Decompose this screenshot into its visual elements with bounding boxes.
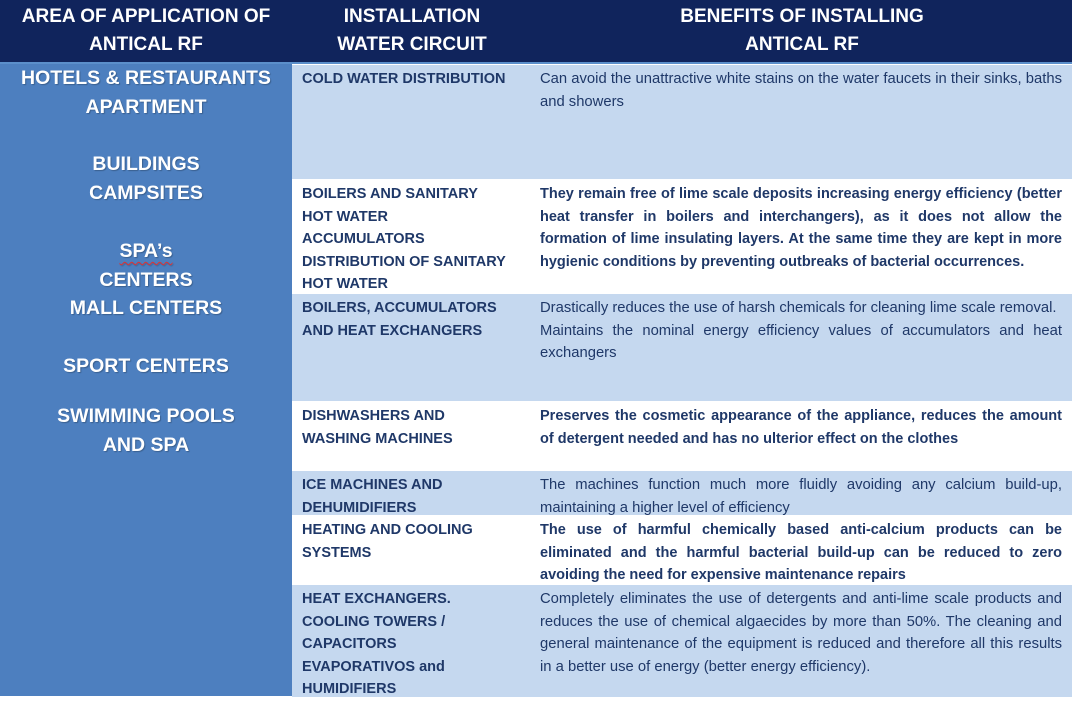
area-sport-centers <box>0 352 292 381</box>
header-area-of-application <box>0 0 292 64</box>
area-buildings: BUILDINGS <box>92 153 200 175</box>
header-benefits-line2: ANTICAL RF <box>745 34 859 55</box>
benefit-cell <box>540 474 1062 519</box>
benefit-text: The machines function much more fluidly avoiding any calcium build-up, maintaining a higher level of efficiency <box>540 477 1062 516</box>
benefit-text: Drastically reduces the use of harsh chemicals for cleaning lime scale removal. <box>540 300 1057 316</box>
circuit-line: HEATING AND COOLING <box>302 522 473 538</box>
area-spa-suffix: CENTERS <box>99 269 193 291</box>
benefit-cell <box>540 297 1062 365</box>
table-row <box>292 515 1072 585</box>
circuit-line: CAPACITORS <box>302 636 397 652</box>
table-row <box>292 64 1072 180</box>
circuit-cell <box>302 183 528 296</box>
benefit-text: Completely eliminates the use of detergents and anti-lime scale products and reduces the use of chemical algaecides by more than 50%. The cleaning and general maintenance of the equipment is reduced and therefore all this results in a better use of energy (better energy efficiency). <box>540 591 1062 675</box>
header-area-line2: ANTICAL RF <box>89 34 203 55</box>
circuit-line: ACCUMULATORS <box>302 231 425 247</box>
header-installation-water-circuit <box>292 0 532 64</box>
table-row <box>292 401 1072 471</box>
area-hotels-line1: HOTELS & RESTAURANTS <box>21 67 271 89</box>
area-pools-line2: AND SPA <box>102 434 190 456</box>
benefit-text: Preserves the cosmetic appearance of the appliance, reduces the amount of detergent needed and has no ulterior effect on the clothes <box>540 408 1062 447</box>
header-circuit-line2: WATER CIRCUIT <box>337 34 487 55</box>
benefit-cell <box>540 519 1062 587</box>
benefit-cell <box>540 405 1062 450</box>
area-mall: MALL CENTERS <box>69 297 223 319</box>
table-row <box>292 470 1072 516</box>
circuit-line: EVAPORATIVOS and <box>302 658 445 675</box>
area-hotels <box>0 64 292 122</box>
circuit-line: COLD WATER DISTRIBUTION <box>302 71 506 87</box>
benefit-cell <box>540 588 1062 678</box>
header-benefits <box>532 0 1072 64</box>
circuit-line: AND HEAT EXCHANGERS <box>302 322 483 339</box>
circuit-cell <box>302 474 528 519</box>
circuit-cell <box>302 588 528 701</box>
circuit-cell <box>302 519 528 564</box>
table-row <box>292 293 1072 402</box>
circuit-line: HEAT EXCHANGERS. <box>302 591 451 607</box>
area-spa-centers <box>0 237 292 295</box>
area-mall-centers <box>0 294 292 323</box>
circuit-line: ICE MACHINES AND <box>302 477 443 493</box>
circuit-line: DISTRIBUTION OF SANITARY <box>302 253 506 270</box>
benefit-text: The use of harmful chemically based anti-calcium products can be eliminated and the harmful bacterial build-up can be reduced to zero avoiding the need for expensive maintenance repairs <box>540 522 1062 583</box>
area-buildings-campsites <box>0 150 292 208</box>
area-campsites: CAMPSITES <box>89 182 203 204</box>
circuit-line: BOILERS AND SANITARY <box>302 186 478 202</box>
benefit-text: Can avoid the unattractive white stains on the water faucets in their sinks, baths and showers <box>540 71 1062 110</box>
benefit-text: They remain free of lime scale deposits increasing energy efficiency (better heat transfer in boilers and interchangers), as it does not allow the formation of lime insulating layers. At the same time they are kept in more hygienic conditions by preventing outbreaks of bacterial occurrences. <box>540 186 1062 270</box>
area-sport: SPORT CENTERS <box>63 355 229 377</box>
area-swimming-pools <box>0 402 292 460</box>
table-row <box>292 179 1072 294</box>
benefit-cell <box>540 68 1062 113</box>
area-pools-line1: SWIMMING POOLS <box>57 405 235 427</box>
header-circuit-line1: INSTALLATION <box>343 6 481 27</box>
table-row <box>292 584 1072 697</box>
circuit-line: DEHUMIDIFIERS <box>302 499 417 516</box>
circuit-line: HOT WATER <box>302 276 388 292</box>
benefit-cell <box>540 183 1062 273</box>
area-spa-prefix: SPA’s <box>119 240 173 262</box>
header-benefits-line1: BENEFITS OF INSTALLING <box>680 6 924 27</box>
circuit-line: DISHWASHERS AND <box>302 408 445 424</box>
circuit-cell <box>302 297 528 342</box>
circuit-line: HOT WATER <box>302 208 388 225</box>
circuit-line: SYSTEMS <box>302 544 372 561</box>
circuit-line: WASHING MACHINES <box>302 430 453 447</box>
circuit-line: BOILERS, ACCUMULATORS <box>302 300 497 316</box>
benefit-text: Maintains the nominal energy efficiency values of accumulators and heat exchangers <box>540 322 1062 361</box>
circuit-cell <box>302 68 528 91</box>
circuit-line: HUMIDIFIERS <box>302 681 397 697</box>
header-area-line1: AREA OF APPLICATION OF <box>21 6 271 27</box>
circuit-line: COOLING TOWERS / <box>302 613 446 630</box>
area-hotels-line2: APARTMENT <box>85 96 207 118</box>
circuit-cell <box>302 405 528 450</box>
